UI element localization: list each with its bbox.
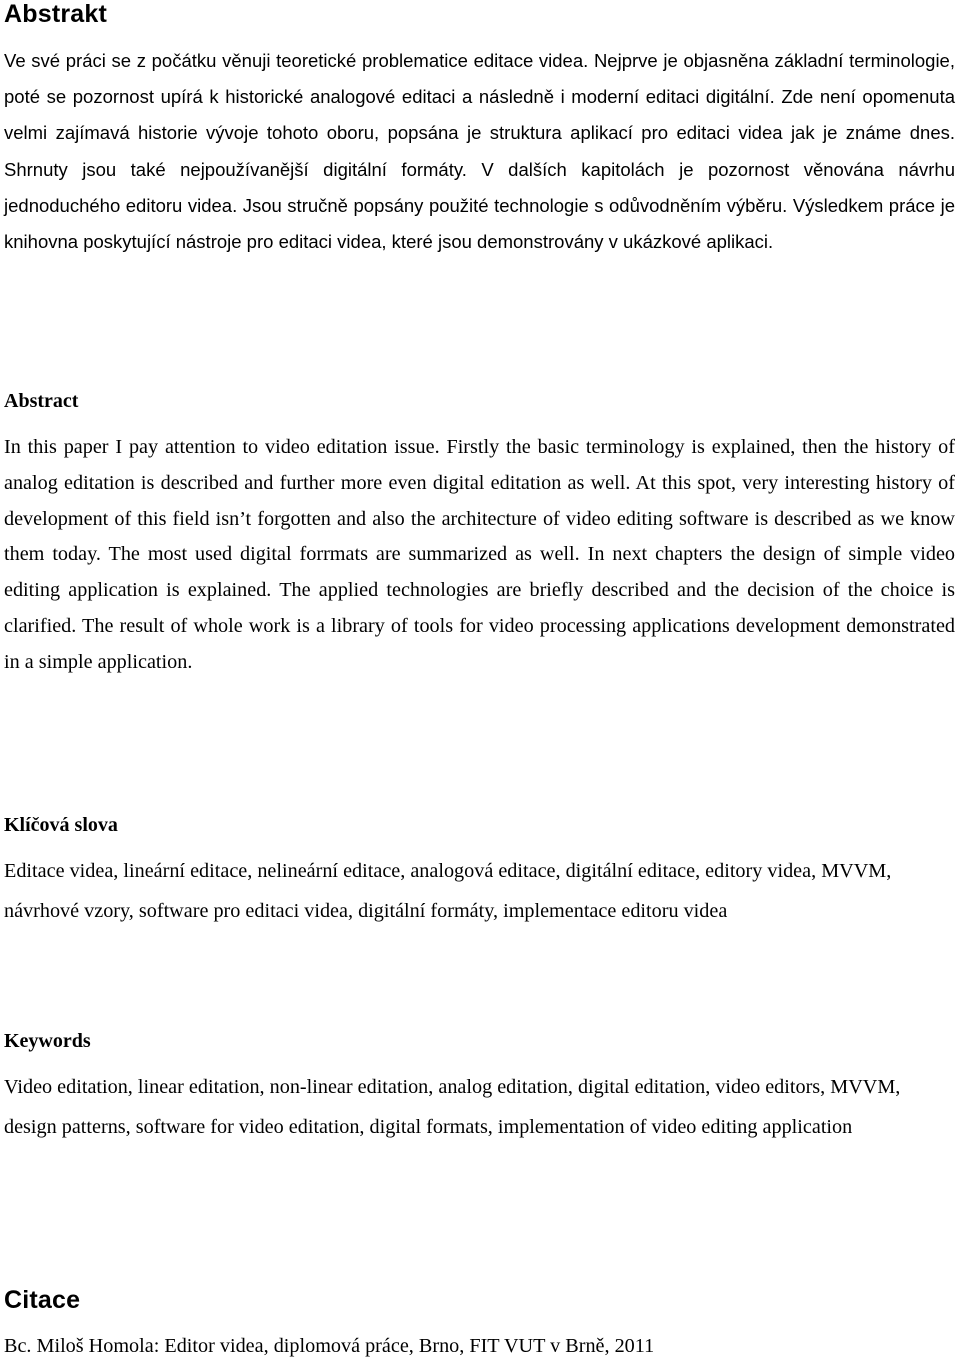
keywords-text: Video editation, linear editation, non-linear editation, analog editation, digital editation, video editors, MVVM, design patterns, software for video editation, digital formats, implementation of video editing application: [4, 1076, 901, 1138]
klicova-slova-heading: Klíčová slova: [4, 814, 118, 836]
keywords-heading: Keywords: [4, 1030, 91, 1052]
abstract-text: In this paper I pay attention to video editation issue. Firstly the basic terminology is explained, then the history of analog editation is described and further more even digital editation as well. At this spot, very interesting history of development of this field isn’t forgotten and also the architecture of video editing software is described as we know them today. The most used digital forrmats are summarized as well. In next chapters the design of simple video editing application is explained. The applied technologies are briefly described and the decision of the choice is clarified. The result of whole work is a library of tools for video processing applications development demonstrated in a simple application.: [4, 436, 955, 673]
citace-text: Bc. Miloš Homola: Editor videa, diplomová práce, Brno, FIT VUT v Brně, 2011: [4, 1335, 655, 1357]
abstrakt-heading: Abstrakt: [4, 0, 108, 28]
klicova-slova-text: Editace videa, lineární editace, nelineární editace, analogová editace, digitální editace, editory videa, MVVM, návrhové vzory, software pro editaci videa, digitální formáty, implementace editoru videa: [4, 860, 892, 922]
abstrakt-text: Ve své práci se z počátku věnuji teoretické problematice editace videa. Nejprve je objasněna základní terminologie, poté se pozornost upírá k historické analogové editaci a následně i moderní editaci digitální. Zde není opomenuta velmi zajímavá historie vývoje tohoto oboru, popsána je struktura aplikací pro editaci videa jak je známe dnes. Shrnuty jsou také nejpoužívanější digitální formáty. V dalších kapitolách je pozornost věnována návrhu jednoduchého editoru videa. Jsou stručně popsány použité technologie s odůvodněním výběru. Výsledkem práce je knihovna poskytující nástroje pro editaci videa, které jsou demonstrovány v ukázkové aplikaci.: [4, 50, 955, 253]
citace-heading: Citace: [4, 1286, 81, 1314]
abstract-heading: Abstract: [4, 390, 79, 412]
